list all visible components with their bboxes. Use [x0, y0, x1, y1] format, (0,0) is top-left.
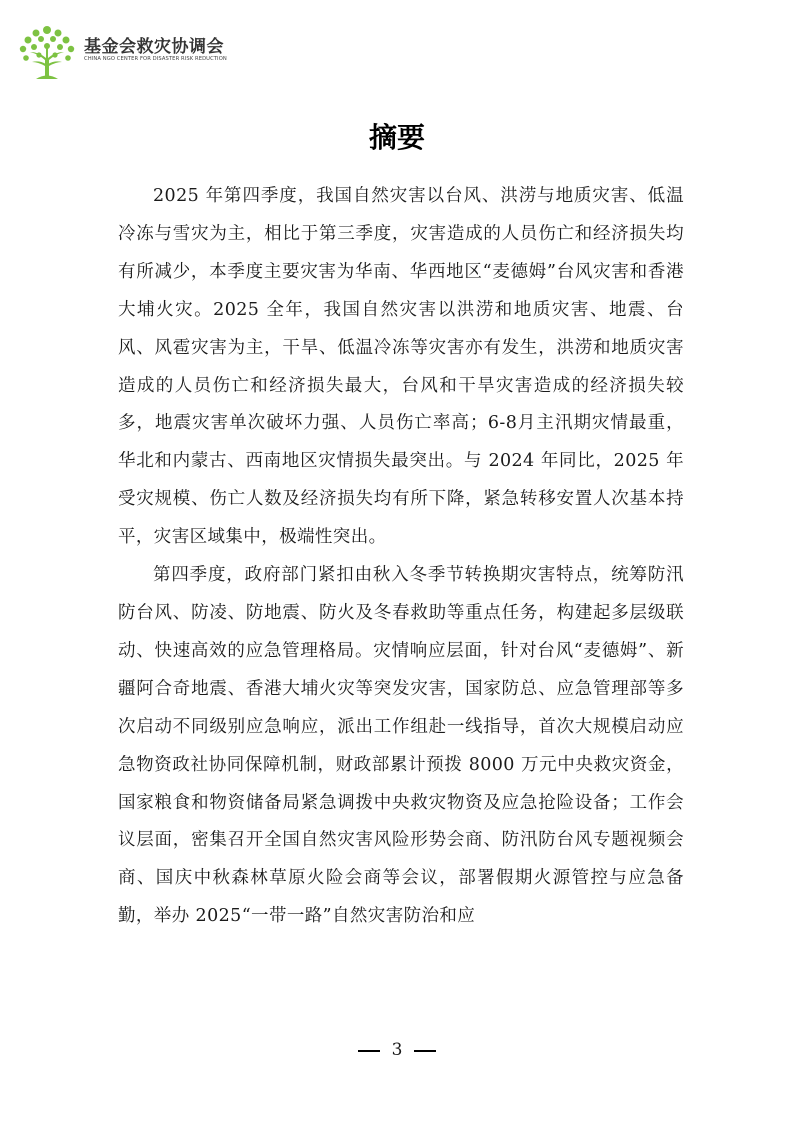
dash-decoration — [358, 1050, 380, 1052]
dash-decoration — [414, 1050, 436, 1052]
page-title: 摘要 — [368, 121, 425, 154]
paragraph: 第四季度，政府部门紧扣由秋入冬季节转换期灾害特点，统筹防汛防台风、防凌、防地震、防火及冬春救助等重点任务，构建起多层级联动、快速高效的应急管理格局。灾情响应层面，针对台风“麦德姆”、新疆阿合奇地震、香港大埔火灾等突发灾害，国家防总、应急管理部等多次启动不同级别应急响应，派出工作组赴一线指导，首次大规模启动应急物资政社协同保障机制，财政部累计预拨 8000 万元中央救灾资金，国家粮食和物资储备局紧急调拨中央救灾物资及应急抢险设备；工作会议层面，密集召开全国自然灾害风险形势会商、防汛防台风专题视频会商、国庆中秋森林草原火险会商等会议，部署假期火源管控与应急备勤，举办 2025“一带一路”自然灾害防治和应 — [118, 565, 684, 927]
org-name-en: CHINA NGO CENTER FOR DISASTER RISK REDUCTION — [84, 56, 227, 62]
page-footer — [0, 1040, 794, 1060]
page-number: 3 — [391, 1040, 403, 1060]
tree-logo-icon — [16, 22, 78, 80]
document-body — [118, 178, 684, 936]
paragraph: 2025 年第四季度，我国自然灾害以台风、洪涝与地质灾害、低温冷冻与雪灾为主，相比于第三季度，灾害造成的人员伤亡和经济损失均有所减少，本季度主要灾害为华南、华西地区“麦德姆”台风灾害和香港大埔火灾。2025 全年，我国自然灾害以洪涝和地质灾害、地震、台风、风雹灾害为主，干旱、低温冷冻等灾害亦有发生，洪涝和地质灾害造成的人员伤亡和经济损失最大，台风和干旱灾害造成的经济损失较多，地震灾害单次破坏力强、人员伤亡率高；6-8月主汛期灾情最重，华北和内蒙古、西南地区灾情损失最突出。与 2024 年同比，2025 年受灾规模、伤亡人数及经济损失均有所下降，紧急转移安置人次基本持平，灾害区域集中，极端性突出。 — [118, 186, 684, 548]
org-name: 基金会救灾协调会 — [84, 37, 224, 57]
org-logo — [16, 22, 227, 80]
